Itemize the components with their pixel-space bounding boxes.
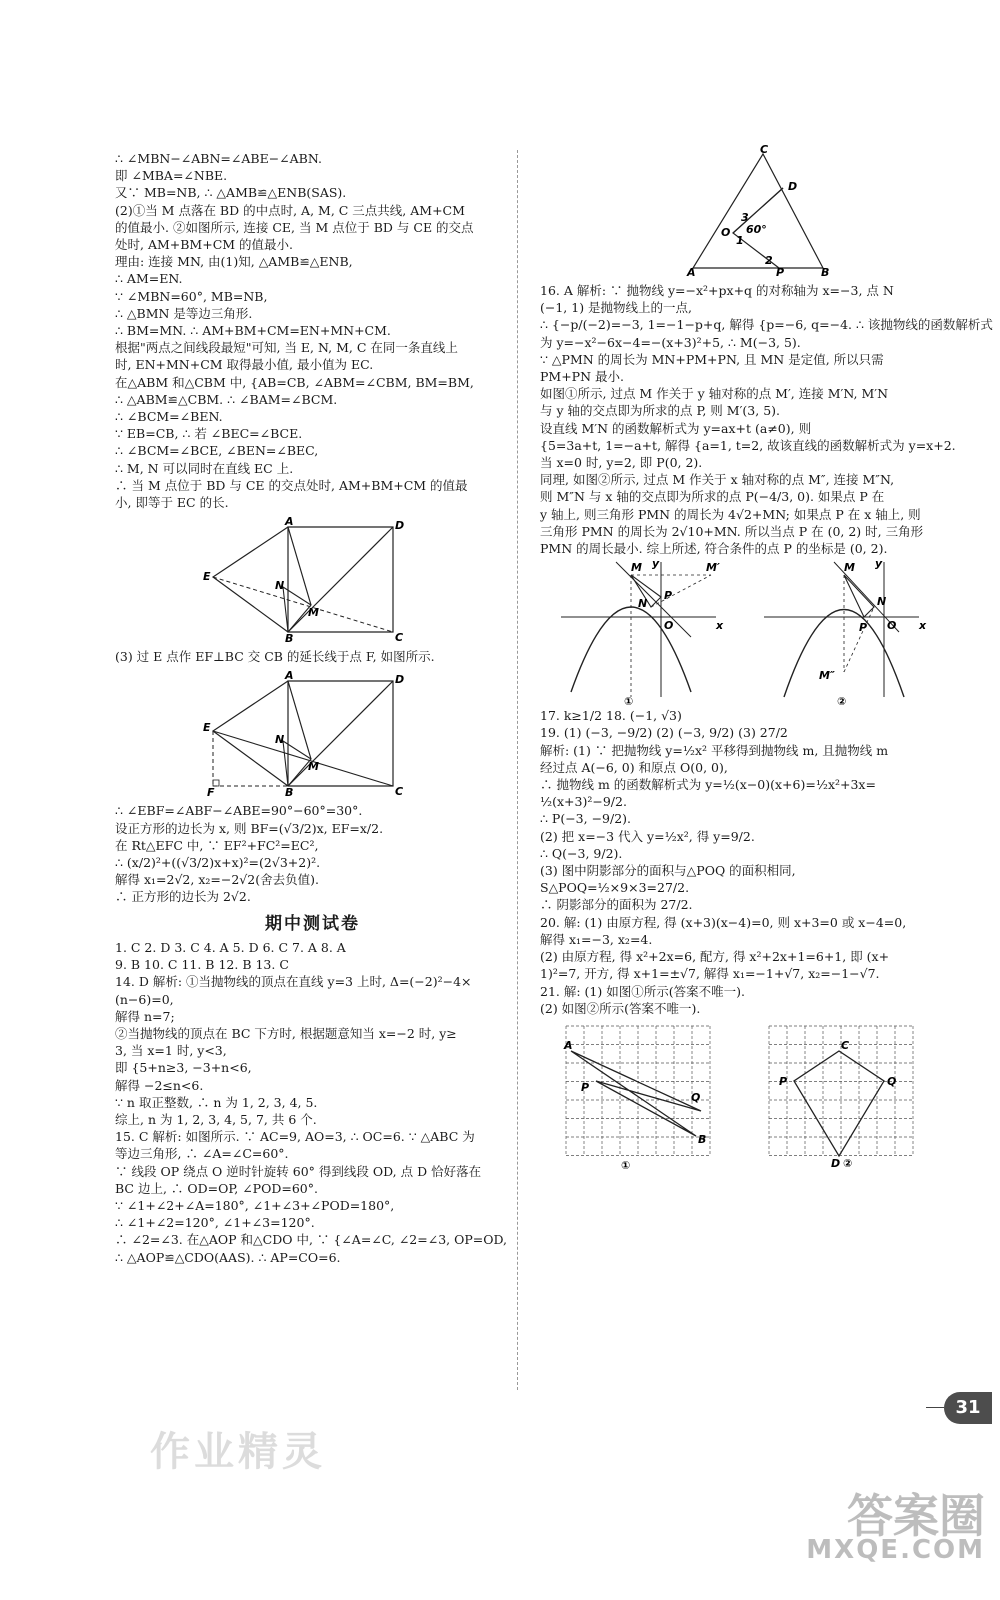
right-column [540, 143, 993, 1172]
text-line: 20. 解: (1) 由原方程, 得 (x+3)(x−4)=0, 则 x+3=0 或 x−4=0, [540, 914, 907, 930]
label-M: M [843, 561, 855, 575]
text-line: 解得 n=7; [115, 1008, 175, 1024]
text-line: y 轴上, 则三角形 PMN 的周长为 4√2+MN; 如果点 P 在 x 轴上, 则 [540, 506, 921, 522]
angle-1-label: 1 [735, 234, 744, 247]
label-M: M [631, 561, 643, 575]
text-line: 17. k≥1/2 18. (−1, √3) [540, 708, 682, 724]
axis-y-label: y [652, 557, 660, 571]
text-line: {5=3a+t, 1=−a+t, 解得 {a=1, t=2, 故该直线的函数解析式为 y=x+2. [540, 437, 956, 453]
label-A: A [564, 1038, 573, 1052]
label-C: C [759, 143, 768, 156]
angle-3-label: 3 [740, 211, 749, 224]
text-line: 1)²=7, 开方, 得 x+1=±√7, 解得 x₁=−1+√7, x₂=−1−√7. [540, 966, 880, 982]
label-B: B [284, 786, 293, 800]
label-N: N [638, 597, 648, 611]
text-line: 的值最小. ②如图所示, 连接 CE, 当 M 点位于 BD 与 CE 的交点 [115, 219, 474, 235]
figure-1-number: ① [624, 695, 634, 709]
angle-60-label: 60° [745, 223, 767, 236]
text-line: ∴ Q(−3, 9/2). [540, 845, 623, 861]
text-line: ∴ M, N 可以同时在直线 EC 上. [115, 460, 294, 476]
label-N: N [274, 733, 284, 747]
text-line: 根据"两点之间线段最短"可知, 当 E, N, M, C 在同一条直线上 [115, 340, 458, 356]
label-P: P [778, 1074, 787, 1088]
text-line: PMN 的周长最小. 综上所述, 符合条件的点 P 的坐标是 (0, 2). [540, 541, 888, 557]
text-line: ∴ ∠BCM=∠BCE, ∠BEN=∠BEC, [115, 443, 319, 459]
text-line: 1. C 2. D 3. C 4. A 5. D 6. C 7. A 8. A [115, 939, 346, 955]
label-P: P [664, 589, 673, 603]
text-line: 经过点 A(−6, 0) 和原点 O(0, 0), [540, 759, 728, 775]
label-P: P [775, 266, 784, 279]
label-M-double-prime: M″ [818, 669, 835, 683]
label-N: N [876, 595, 886, 609]
text-line: 即 ∠MBA=∠NBE. [115, 168, 228, 184]
grid-figure-2 [759, 1021, 929, 1171]
parabola-figure-2 [759, 557, 929, 707]
label-B: B [820, 266, 829, 279]
label-C: C [394, 785, 403, 799]
label-D: D [830, 1156, 840, 1170]
label-D: D [394, 673, 404, 687]
label-Q: Q [691, 1090, 701, 1104]
text-line: ∴ 阴影部分的面积为 27/2. [540, 897, 693, 913]
text-line: 处时, AM+BM+CM 的值最小. [115, 237, 294, 253]
text-line: ∴ ∠MBN−∠ABN=∠ABE−∠ABN. [115, 151, 322, 166]
text-line: (2) 把 x=−3 代入 y=½x², 得 y=9/2. [540, 828, 755, 844]
text-line: 时, EN+MN+CM 取得最小值, 最小值为 EC. [115, 357, 374, 373]
axis-y-label: y [874, 557, 882, 571]
figure-square-1 [202, 515, 423, 646]
label-M-prime: M′ [706, 561, 721, 575]
text-line: ∴ 抛物线 m 的函数解析式为 y=½(x−0)(x+6)=½x²+3x= [540, 777, 876, 793]
text-line: 三角形 PMN 的周长为 2√10+MN. 所以当点 P 在 (0, 2) 时, 三角形 [540, 523, 924, 539]
figure-square-2 [202, 669, 423, 800]
text-line: 又∵ MB=NB, ∴ △AMB≌△ENB(SAS). [115, 185, 347, 201]
figure-2-number: ② [842, 1156, 853, 1170]
text-line: ∴ ∠EBF=∠ABF−∠ABE=90°−60°=30°. [115, 803, 363, 819]
label-N: N [274, 579, 284, 593]
text-line: 在△ABM 和△CBM 中, {AB=CB, ∠ABM=∠CBM, BM=BM, [115, 374, 474, 390]
figure-2-number: ② [836, 695, 847, 709]
text-line: ∴ ∠BCM=∠BEN. [115, 409, 223, 425]
angle-2-label: 2 [764, 254, 773, 267]
text-line: 15. C 解析: 如图所示. ∵ AC=9, AO=3, ∴ OC=6. ∵ △ABC 为 [115, 1129, 475, 1145]
text-line: (n−6)=0, [115, 991, 174, 1007]
text-line: ∴ △ABM≌△CBM. ∴ ∠BAM=∠BCM. [115, 391, 338, 407]
text-line: ∵ ∠MBN=60°, MB=NB, [115, 288, 268, 304]
label-F: F [206, 786, 215, 800]
section-title: 期中测试卷 [265, 913, 360, 934]
text-line: ②当抛物线的顶点在 BC 下方时, 根据题意知当 x=−2 时, y≥ [115, 1025, 457, 1041]
solution-part-3-body [115, 802, 510, 905]
text-line: ∴ ∠2=∠3. 在△AOP 和△CDO 中, ∵ {∠A=∠C, ∠2=∠3, OP=OD, [115, 1232, 508, 1248]
text-line: ∵ ∠1+∠2+∠A=180°, ∠1+∠3+∠POD=180°, [115, 1197, 395, 1213]
label-O: O [664, 619, 674, 633]
text-line: (2) 如图②所示(答案不唯一). [540, 1000, 701, 1016]
text-line: ∴ ∠1+∠2=120°, ∠1+∠3=120°. [115, 1215, 315, 1231]
site-url: MXQE.COM [806, 1535, 985, 1565]
label-A: A [686, 266, 696, 279]
text-line: 3, 当 x=1 时, y<3, [115, 1043, 227, 1059]
page-number-rule [926, 1407, 944, 1408]
text-line: ∴ {−p/(−2)=−3, 1=−1−p+q, 解得 {p=−6, q=−4. ∴ 该抛物线的函数解析式 [540, 317, 993, 333]
text-line: 设直线 M′N 的函数解析式为 y=ax+t (a≠0), 则 [540, 420, 812, 436]
label-B: B [698, 1132, 707, 1146]
text-line: (3) 图中阴影部分的面积与△POQ 的面积相同, [540, 863, 796, 879]
figure-1-number: ① [621, 1158, 631, 1172]
text-line: ∴ △BMN 是等边三角形. [115, 305, 253, 321]
text-line: 在 Rt△EFC 中, ∵ EF²+FC²=EC², [115, 837, 319, 853]
label-M: M [307, 760, 319, 774]
site-logo: 答案圈 [847, 1489, 985, 1543]
text-line: 小, 即等于 EC 的长. [115, 495, 229, 511]
label-O: O [886, 619, 897, 633]
text-line: ∵ EB=CB, ∴ 若 ∠BEC=∠BCE. [115, 426, 303, 442]
text-line: ∴ △AOP≌△CDO(AAS). ∴ AP=CO=6. [115, 1249, 341, 1265]
label-B: B [284, 632, 293, 646]
text-line: 同理, 如图②所示, 过点 M 作关于 x 轴对称的点 M″, 连接 M″N, [540, 472, 895, 488]
text-line: ∴ 当 M 点位于 BD 与 CE 的交点处时, AM+BM+CM 的值最 [115, 477, 468, 493]
text-line: ½(x+3)²−9/2. [540, 794, 627, 810]
text-line: ∵ n 取正整数, ∴ n 为 1, 2, 3, 4, 5. [115, 1094, 318, 1110]
text-line: ∵ 线段 OP 绕点 O 逆时针旋转 60° 得到线段 OD, 点 D 恰好落在 [115, 1163, 482, 1179]
text-line: 解得 x₁=2√2, x₂=−2√2(舍去负值). [115, 872, 319, 888]
label-C: C [394, 631, 403, 645]
label-P: P [858, 621, 867, 635]
text-line: ∴ BM=MN. ∴ AM+BM+CM=EN+MN+CM. [115, 323, 391, 339]
solution-part-3: (3) 过 E 点作 EF⊥BC 交 CB 的延长线于点 F, 如图所示. [115, 649, 435, 665]
label-P: P [581, 1080, 590, 1094]
label-C: C [840, 1038, 849, 1052]
answers-17-21 [540, 707, 945, 1017]
text-line: 则 M″N 与 x 轴的交点即为所求的点 P(−4/3, 0). 如果点 P 在 [540, 489, 885, 505]
text-line: ∴ AM=EN. [115, 271, 183, 287]
parabola-figure-1 [556, 557, 726, 707]
parabola-figures [540, 557, 945, 707]
text-line: ∴ 正方形的边长为 2√2. [115, 889, 251, 905]
label-Q: Q [886, 1074, 897, 1088]
text-line: (−1, 1) 是抛物线上的一点, [540, 300, 693, 316]
text-line: (2) 由原方程, 得 x²+2x=6, 配方, 得 x²+2x+1=6+1, 即 (x+ [540, 949, 890, 965]
text-line: 14. D 解析: ①当抛物线的顶点在直线 y=3 上时, Δ=(−2)²−4× [115, 974, 472, 990]
label-A: A [284, 669, 294, 683]
text-line: 9. B 10. C 11. B 12. B 13. C [115, 957, 289, 973]
label-E: E [202, 570, 211, 584]
text-line: 综上, n 为 1, 2, 3, 4, 5, 7, 共 6 个. [115, 1111, 317, 1127]
text-line: 设正方形的边长为 x, 则 BF=(√3/2)x, EF=x/2. [115, 820, 384, 836]
text-line: BC 边上, ∴ OD=OP, ∠POD=60°. [115, 1180, 318, 1196]
axis-x-label: x [716, 619, 724, 633]
text-line: ∵ △PMN 的周长为 MN+PM+PN, 且 MN 是定值, 所以只需 [540, 351, 884, 367]
text-line: ∴ P(−3, −9/2). [540, 811, 632, 827]
text-line: PM+PN 最小. [540, 369, 624, 385]
text-line: 等边三角形, ∴ ∠A=∠C=60°. [115, 1146, 289, 1162]
label-M: M [307, 606, 319, 620]
text-line: S△POQ=½×9×3=27/2. [540, 880, 690, 896]
label-O: O [720, 226, 730, 239]
watermark: 作业精灵 [150, 1429, 326, 1475]
text-line: 解析: (1) ∵ 把抛物线 y=½x² 平移得到抛物线 m, 且抛物线 m [540, 742, 889, 758]
text-line: 解得 −2≤n<6. [115, 1077, 204, 1093]
text-line: 与 y 轴的交点即为所求的点 P, 则 M′(3, 5). [540, 403, 780, 419]
solution-part-2 [115, 150, 510, 511]
text-line: 即 {5+n≥3, −3+n<6, [115, 1060, 252, 1076]
text-line: ∴ (x/2)²+((√3/2)x+x)²=(2√3+2)². [115, 855, 321, 871]
text-line: (2)①当 M 点落在 BD 的中点时, A, M, C 三点共线, AM+CM [115, 202, 465, 218]
text-line: 19. (1) (−3, −9/2) (2) (−3, 9/2) (3) 27/2 [540, 725, 788, 741]
text-line: 21. 解: (1) 如图①所示(答案不唯一). [540, 983, 745, 999]
text-line: 理由: 连接 MN, 由(1)知, △AMB≌△ENB, [115, 254, 353, 270]
text-line: 16. A 解析: ∵ 抛物线 y=−x²+px+q 的对称轴为 x=−3, 点 N [540, 283, 894, 298]
column-divider [517, 150, 518, 1390]
label-E: E [202, 721, 211, 735]
text-line: 当 x=0 时, y=2, 即 P(0, 2). [540, 455, 703, 471]
grid-figures [540, 1021, 945, 1171]
answer-16 [540, 282, 993, 557]
figure-triangle [653, 143, 833, 279]
text-line: 如图①所示, 过点 M 作关于 y 轴对称的点 M′, 连接 M′N, M′N [540, 386, 889, 402]
grid-figure-1 [556, 1021, 726, 1171]
text-line: 为 y=−x²−6x−4=−(x+3)²+5, ∴ M(−3, 5). [540, 334, 801, 350]
label-D: D [787, 180, 797, 193]
label-D: D [394, 519, 404, 533]
page-number: 31 [944, 1392, 992, 1424]
left-column [115, 150, 510, 1266]
axis-x-label: x [918, 619, 926, 633]
label-A: A [284, 515, 294, 529]
midterm-answers [115, 939, 510, 1266]
text-line: 解得 x₁=−3, x₂=4. [540, 931, 653, 947]
